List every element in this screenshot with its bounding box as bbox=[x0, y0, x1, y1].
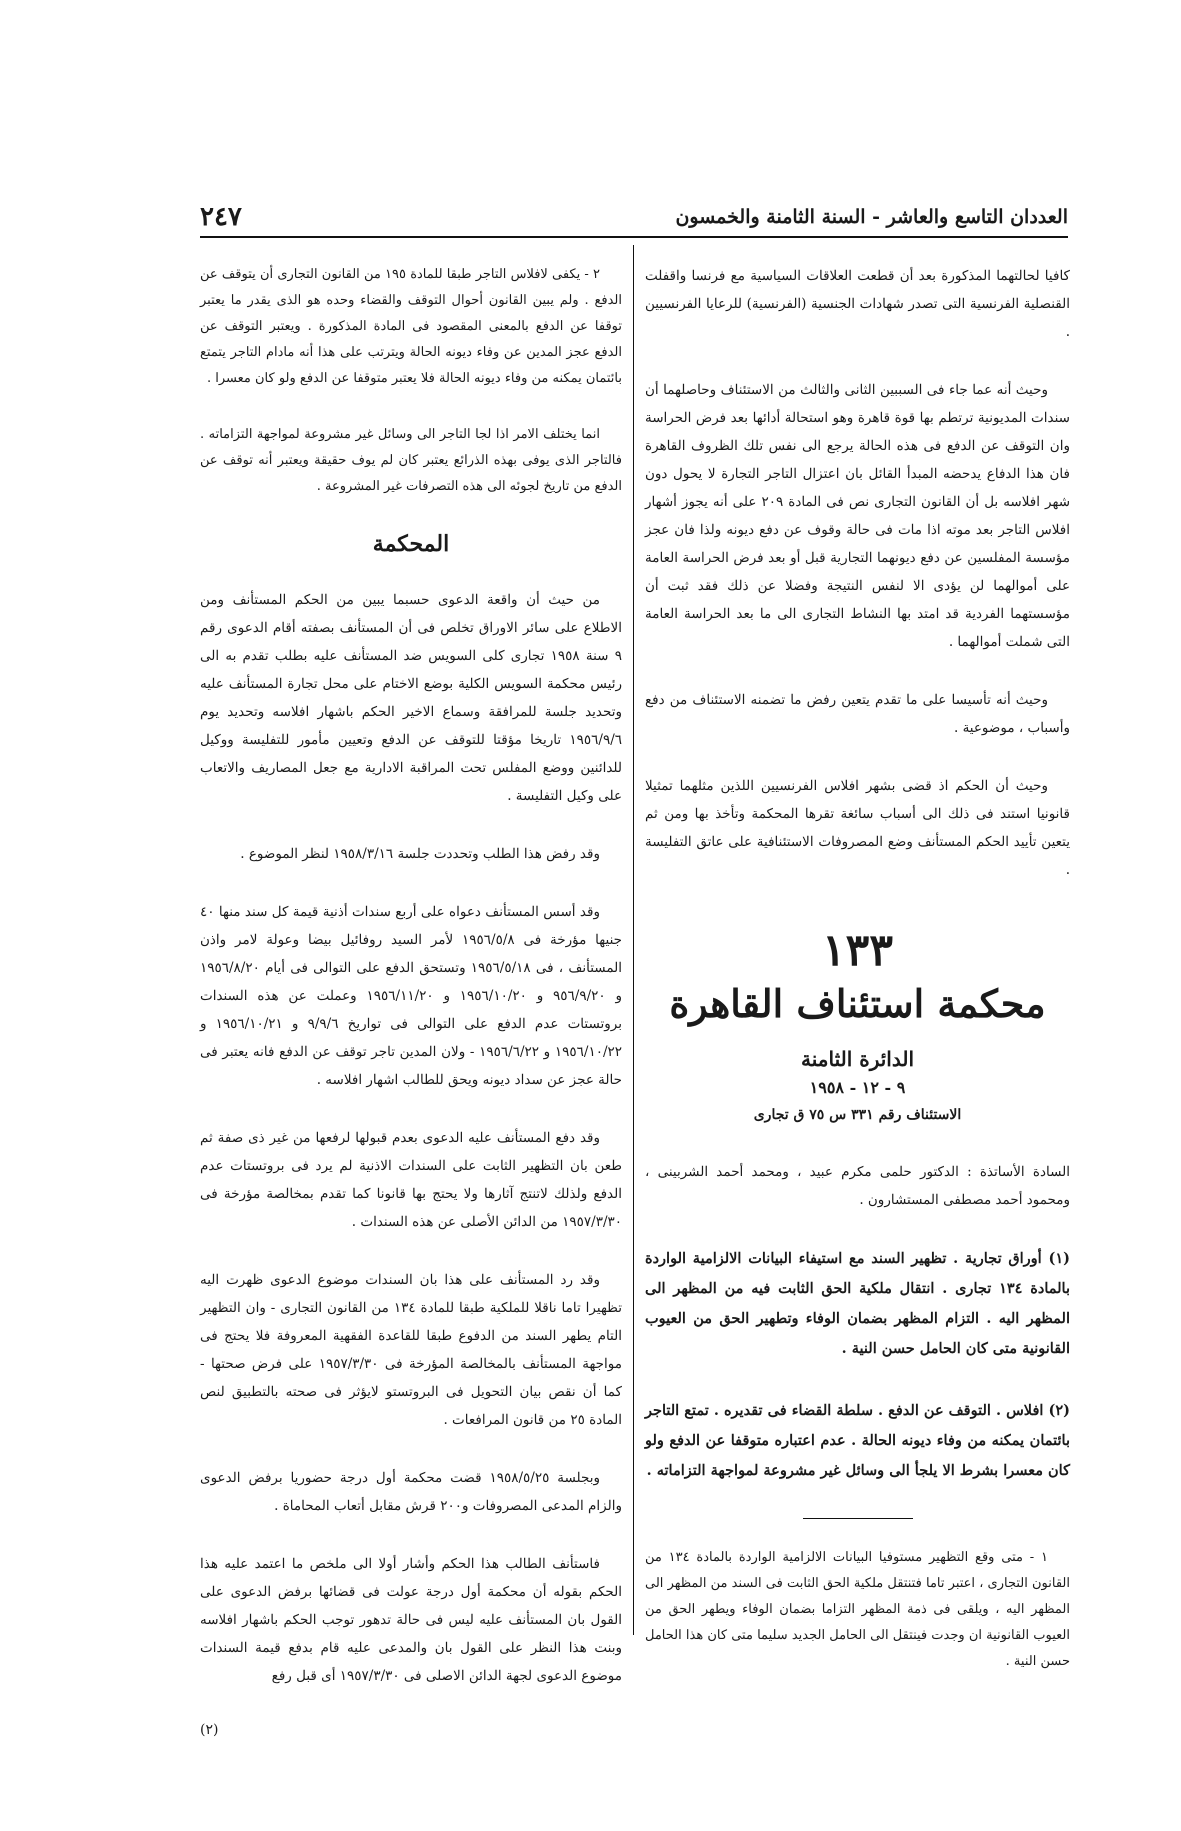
footnote: ١ - متى وقع التظهير مستوفيا البيانات الالزامية الواردة بالمادة ١٣٤ من القانون التجارى ، اعتبر تاما فتنتقل ملكية الحق الثابت فى السند من المظهر الى المظهر اليه ، ويلقى فى ذمة المظهر التزاما بضمان الوفاء ويطهر الحق من العيوب القانونية ان وجدت فينتقل الى الحامل الجديد سليما متى كان هذا الحامل حسن النية . bbox=[645, 1550, 1070, 1669]
case-number: ١٣٣ bbox=[822, 925, 893, 976]
page-number: ٢٤٧ bbox=[200, 202, 242, 232]
paragraph: فاستأنف الطالب هذا الحكم وأشار أولا الى ملخص ما اعتمد عليه هذا الحكم بقوله أن محكمة أول درجة عولت فى قضائها برفض الدعوى على القول بان المستأنف عليه ليس فى حالة تدهور توجب الحكم باشهار افلاسه وبنت هذا النظر على القول بان والمدعى عليه قام بدفع قيمة السندات موضوع الدعوى لجهة الدائن الاصلى فى ١٩٥٧/٣/٣٠ أى قبل رفع bbox=[200, 1556, 622, 1684]
paragraph: وقد رد المستأنف على هذا بان السندات موضوع الدعوى ظهرت اليه تظهيرا تاما ناقلا للملكية طبقا للمادة ١٣٤ من القانون التجارى - وان التظهير التام يطهر السند من الدفوع طبقا للقاعدة الفقهية المعروفة فلا يحتج فى مواجهة المستأنف بالمخالصة المؤرخة فى ١٩٥٧/٣/٣٠ على فرض صحتها - كما أن نقص بيان التحويل فى البروتستو لايؤثر فى صحته بالتطبيق لنص المادة ٢٥ من قانون المرافعات . bbox=[200, 1272, 622, 1428]
footnote-continued: ٢ - يكفى لافلاس التاجر طبقا للمادة ١٩٥ من القانون التجارى أن يتوقف عن الدفع . ولم يبين القانون أحوال التوقف والقضاء وحده هو الذى يقدر ما يعتبر توقفا عن الدفع بالمعنى المقصود فى المادة المذكورة . ويعتبر التوقف عن الدفع عجز المدين عن وفاء ديونه الحالة ويترتب على هذا أنه مادام التاجر يتمتع بائتمان يمكنه من وفاء ديونه الحالة فلا يعتبر متوقفا عن الدفع ولو كان معسرا . bbox=[200, 267, 622, 386]
paragraph: من حيث أن واقعة الدعوى حسبما يبين من الحكم المستأنف ومن الاطلاع على سائر الاوراق تخلص فى أن المستأنف بصفته أقام الدعوى رقم ٩ سنة ١٩٥٨ تجارى كلى السويس ضد المستأنف عليه بطلب تقدم به الى رئيس محكمة السويس الكلية بوضع الاختام على محل تجارة المستأنف عليه وتحديد جلسة للمرافقة وسماع الاخير الحكم باشهار افلاسه وتحديد يوم ١٩٥٦/٩/٦ تاريخا مؤقتا للتوقف عن الدفع وتعيين مأمور للتفليسة ووكيل للدائنين ووضع المفلس تحت المراقبة الادارية مع جعل المصاريف والاتعاب على وكيل التفليسة . bbox=[200, 592, 622, 804]
header-rule bbox=[200, 236, 1068, 238]
ruling-title: المحكمة bbox=[372, 531, 450, 557]
page-footnote-marker: (٢) bbox=[200, 1722, 219, 1738]
running-header bbox=[200, 200, 1068, 234]
paragraph: كافيا لحالتهما المذكورة بعد أن قطعت العلاقات السياسية مع فرنسا واقفلت القنصلية الفرنسية التى تصدر شهادات الجنسية (الفرنسية) للرعايا الفرنسيين . bbox=[645, 268, 1070, 340]
headnotes bbox=[645, 1244, 1070, 1486]
ruling-date: ٩ - ١٢ - ١٩٥٨ bbox=[809, 1078, 906, 1097]
right-column bbox=[645, 262, 1070, 1705]
footnote-separator bbox=[803, 1518, 913, 1519]
circuit-name: الدائرة الثامنة bbox=[801, 1047, 914, 1071]
appeal-number: الاستئناف رقم ٣٣١ س ٧٥ ق تجارى bbox=[753, 1107, 962, 1123]
paragraph: وحيث أنه عما جاء فى السببين الثانى والثالث من الاستئناف وحاصلهما أن سندات المديونية ترتطم بها قوة قاهرة وهو استحالة أدائها بعد فرض الحراسة وان التوقف عن الدفع فى هذه الحالة يرجع الى نفس تلك الظروف القاهرة فان هذا الدفاع يدحضه المبدأ القائل بان اعتزال التاجر التجارة لا يحول دون شهر افلاسه بل أن القانون التجارى نص فى المادة ٢٠٩ على أنه يجوز أشهار افلاس التاجر بعد موته اذا مات فى حالة وقوف عن دفع ديونه ولذا فان عجز مؤسسة المفلسين عن دفع ديونهما التجارية قبل أو بعد فرض الحراسة العامة على أموالهما لن يؤدى الا لنفس النتيجة وفضلا عن ذلك فقد ثبت أن مؤسستهما الفردية قد امتد بها النشاط التجارى الى ما بعد الحراسة العامة التى شملت أموالهما . bbox=[645, 382, 1071, 650]
headnote: (١) أوراق تجارية . تظهير السند مع استيفاء البيانات الالزامية الواردة بالمادة ١٣٤ تجارى . انتقال ملكية الحق الثابت فيه من المظهر الى المظهر اليه . التزام المظهر بضمان الوفاء وتطهير الحق من العيوب القانونية متى كان الحامل حسن النية . bbox=[645, 1250, 1070, 1357]
running-title: العددان التاسع والعاشر - السنة الثامنة والخمسون bbox=[675, 206, 1068, 228]
column-divider bbox=[633, 245, 634, 1635]
judges-list: السادة الأساتذة : الدكتور حلمى مكرم عبيد ، ومحمد أحمد الشربينى ، ومحمود أحمد مصطفى المستشارون . bbox=[645, 1164, 1070, 1208]
court-name: محكمة استئناف القاهرة bbox=[669, 981, 1046, 1026]
paragraph: وحيث أن الحكم اذ قضى بشهر افلاس الفرنسيين اللذين مثلهما تمثيلا قانونيا استند فى ذلك الى أسباب سائغة تقرها المحكمة وتأخذ بها ومن ثم يتعين تأييد الحكم المستأنف وضع المصروفات الاستئنافية على عاتق التفليسة . bbox=[645, 778, 1070, 878]
footnote-continued: انما يختلف الامر اذا لجا التاجر الى وسائل غير مشروعة لمواجهة التزاماته . فالتاجر الذى يوفى بهذه الذرائع يعتبر كان لم يوف حقيقة ويعتبر أنه توقف عن الدفع من تاريخ لجوئه الى هذه التصرفات غير المشروعة . bbox=[200, 427, 622, 494]
paragraph: وقد رفض هذا الطلب وتحددت جلسة ١٩٥٨/٣/١٦ لنظر الموضوع . bbox=[240, 846, 600, 862]
headnote: (٢) افلاس . التوقف عن الدفع . سلطة القضاء فى تقديره . تمتع التاجر بائتمان يمكنه من وفاء ديونه الحالة . عدم اعتباره متوقفا عن الدفع ولو كان معسرا بشرط الا يلجأ الى وسائل غير مشروعة لمواجهة التزاماته . bbox=[645, 1402, 1070, 1479]
paragraph: وقد أسس المستأنف دعواه على أربع سندات أذنية قيمة كل سند منها ٤٠ جنيها مؤرخة فى ١٩٥٦/٥/٨ لأمر السيد روفائيل بيضا وعولة لامر واذن المستأنف ، فى ١٩٥٦/٥/١٨ وتستحق الدفع على التوالى فى أيام ١٩٥٦/٨/٢٠ و ٩٥٦/٩/٢٠ و ١٩٥٦/١٠/٢٠ و ١٩٥٦/١١/٢٠ وعملت عن هذه السندات بروتستات عدم الدفع على التوالى فى تواريخ ٩/٩/٦ و ١٩٥٦/١٠/٢١ و ١٩٥٦/١٠/٢٢ و ١٩٥٦/٦/٢٢ - ولان المدين تاجر توقف عن الدفع فانه يعتبر فى حالة عجز عن سداد ديونه ويحق للطالب اشهار افلاسه . bbox=[200, 904, 622, 1088]
case-heading bbox=[645, 924, 1070, 1128]
left-column bbox=[200, 262, 622, 1744]
paragraph: وبجلسة ١٩٥٨/٥/٢٥ قضت محكمة أول درجة حضوريا برفض الدعوى والزام المدعى المصروفات و٢٠٠ قرش مقابل أتعاب المحاماة . bbox=[200, 1470, 622, 1514]
paragraph: وحيث أنه تأسيسا على ما تقدم يتعين رفض ما تضمنه الاستئناف من دفع وأسباب ، موضوعية . bbox=[645, 692, 1070, 736]
paragraph: وقد دفع المستأنف عليه الدعوى بعدم قبولها لرفعها من غير ذى صفة ثم طعن بان التظهير الثابت على السندات الاذنية لم يرد فى بروتستات عدم الدفع ولذلك لاتنتج آثارها ولا يحتج بها قانونا كما تقدم بمخالصة مؤرخة فى ١٩٥٧/٣/٣٠ من الدائن الأصلى عن هذه السندات . bbox=[200, 1130, 622, 1230]
